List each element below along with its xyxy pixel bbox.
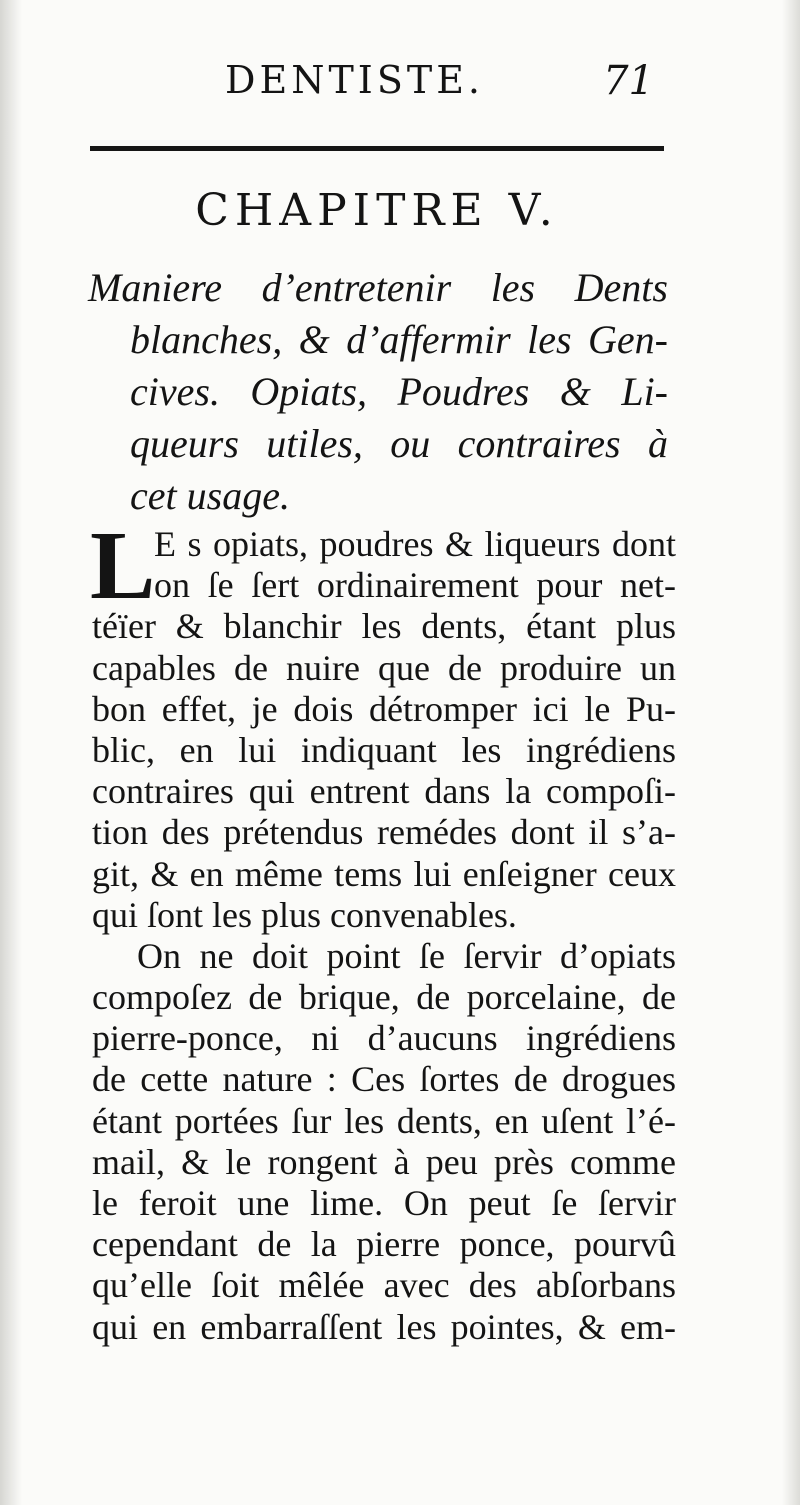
text-line: compoſez de brique, de porcelaine, de [92,977,676,1018]
drop-cap: L [90,512,156,620]
text-line: on ſe ſert ordinairement pour net- [154,565,676,606]
text-line: pierre-ponce, ni d’aucuns ingrédiens [92,1018,676,1059]
running-head: DENTISTE. [225,58,485,102]
text-line: blic, en lui indiquant les ingrédiens [92,729,676,770]
text-line: capables de nuire que de produire un [92,647,676,688]
text-line: git, & en même tems lui enſeigner ceux [92,853,676,894]
subtitle-line: queurs utiles, ou contraires à [130,421,668,466]
text-line: téïer & blanchir les dents, étant plus [92,606,676,647]
text-line: On ne doit point ſe ſervir d’opiats [137,935,676,976]
text-line: de cette nature : Ces ſortes de drogues [92,1059,676,1100]
subtitle-line: blanches, & d’affermir les Gen- [130,317,668,362]
text-line: cependant de la pierre ponce, pourvû [92,1224,676,1265]
subtitle-line: cives. Opiats, Poudres & Li- [130,369,668,414]
text-line: bon effet, je dois détromper ici le Pu- [92,688,676,729]
page-edge-shadow-left [0,0,22,1505]
text-line: le feroit une lime. On peut ſe ſervir [92,1183,676,1223]
text-line: qui en embarraſſent les pointes, & em- [92,1306,676,1347]
text-line: contraires qui entrent dans la compoſi- [92,771,676,812]
chapter-title: CHAPITRE V. [195,185,559,236]
text-line: étant portées ſur les dents, en uſent l’é- [92,1100,676,1141]
text-line: mail, & le rongent à peu près comme [92,1141,676,1182]
text-line: E s opiats, poudres & liqueurs dont [154,524,676,564]
page-edge-shadow-right [782,0,800,1505]
header-rule [90,146,664,151]
text-line: qui ſont les plus convenables. [92,894,517,935]
page-number: 71 [603,58,654,104]
subtitle-line: Maniere d’entretenir les Dents [88,265,668,310]
chapter-subtitle [88,262,668,522]
text-line: qu’elle ſoit mêlée avec des abſorbans [92,1265,676,1306]
body-text [90,512,676,1348]
page-header [90,58,664,108]
subtitle-line: cet usage. [130,473,290,518]
text-line: tion des prétendus remédes dont il s’a- [92,812,676,853]
